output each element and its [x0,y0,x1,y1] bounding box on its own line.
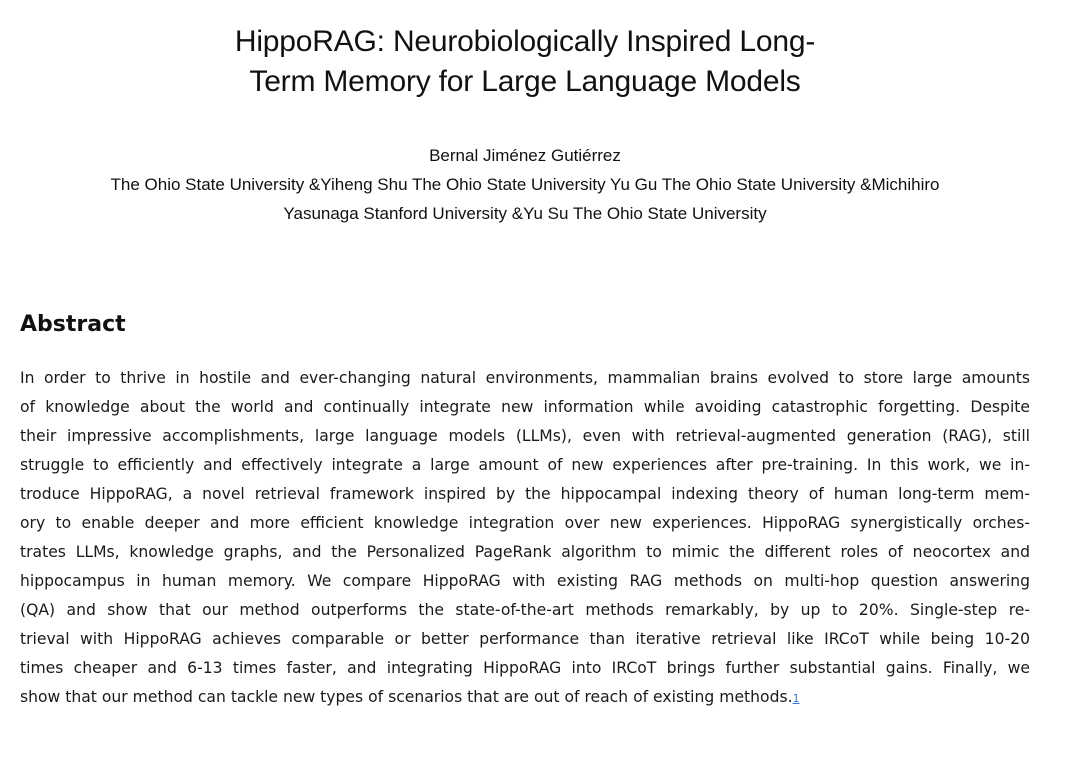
footnote-link[interactable]: 1 [792,692,800,705]
abstract-line: their impressive accomplishments, large language models (LLMs), even with retrieval-augmented generation (RAG), still [20,427,1030,445]
abstract-line: In order to thrive in hostile and ever-changing natural environments, mammalian brains evolved to store large amounts [20,369,1030,387]
abstract-line: times cheaper and 6-13 times faster, and integrating HippoRAG into IRCoT brings further substantial gains. Finally, we [20,659,1030,677]
abstract-line-last [20,683,1030,713]
author-block [0,141,1050,228]
author-line-3: Yasunaga Stanford University &Yu Su The Ohio State University [283,204,767,223]
abstract-line: (QA) and show that our method outperforms the state-of-the-art methods remarkably, by up to 20%. Single-step re- [20,601,1030,619]
abstract-line: trieval with HippoRAG achieves comparable or better performance than iterative retrieval like IRCoT while being 10-20 [20,630,1030,648]
abstract-body [20,364,1030,713]
abstract-line: hippocampus in human memory. We compare HippoRAG with existing RAG methods on multi-hop question answering [20,572,1030,590]
abstract-line: troduce HippoRAG, a novel retrieval framework inspired by the hippocampal indexing theory of human long-term mem- [20,485,1030,503]
abstract-line: ory to enable deeper and more efficient knowledge integration over new experiences. HippoRAG synergistically orches- [20,514,1030,532]
abstract-line: struggle to efficiently and effectively integrate a large amount of new experiences after pre-training. In this work, we in- [20,456,1030,474]
paper-title-line-1: HippoRAG: Neurobiologically Inspired Long- [234,25,816,58]
abstract-line: of knowledge about the world and continually integrate new information while avoiding catastrophic forgetting. Despite [20,398,1030,416]
abstract-line: trates LLMs, knowledge graphs, and the Personalized PageRank algorithm to mimic the different roles of neocortex and [20,543,1030,561]
paper-title [0,22,1050,102]
author-line-2: The Ohio State University &Yiheng Shu The Ohio State University Yu Gu The Ohio State University &Michihiro [110,175,940,194]
abstract-heading: Abstract [20,312,126,337]
paper-title-line-2: Term Memory for Large Language Models [249,65,801,98]
abstract-line-last-text: show that our method can tackle new types of scenarios that are out of reach of existing methods. [20,688,793,706]
author-line-1: Bernal Jiménez Gutiérrez [429,146,621,165]
